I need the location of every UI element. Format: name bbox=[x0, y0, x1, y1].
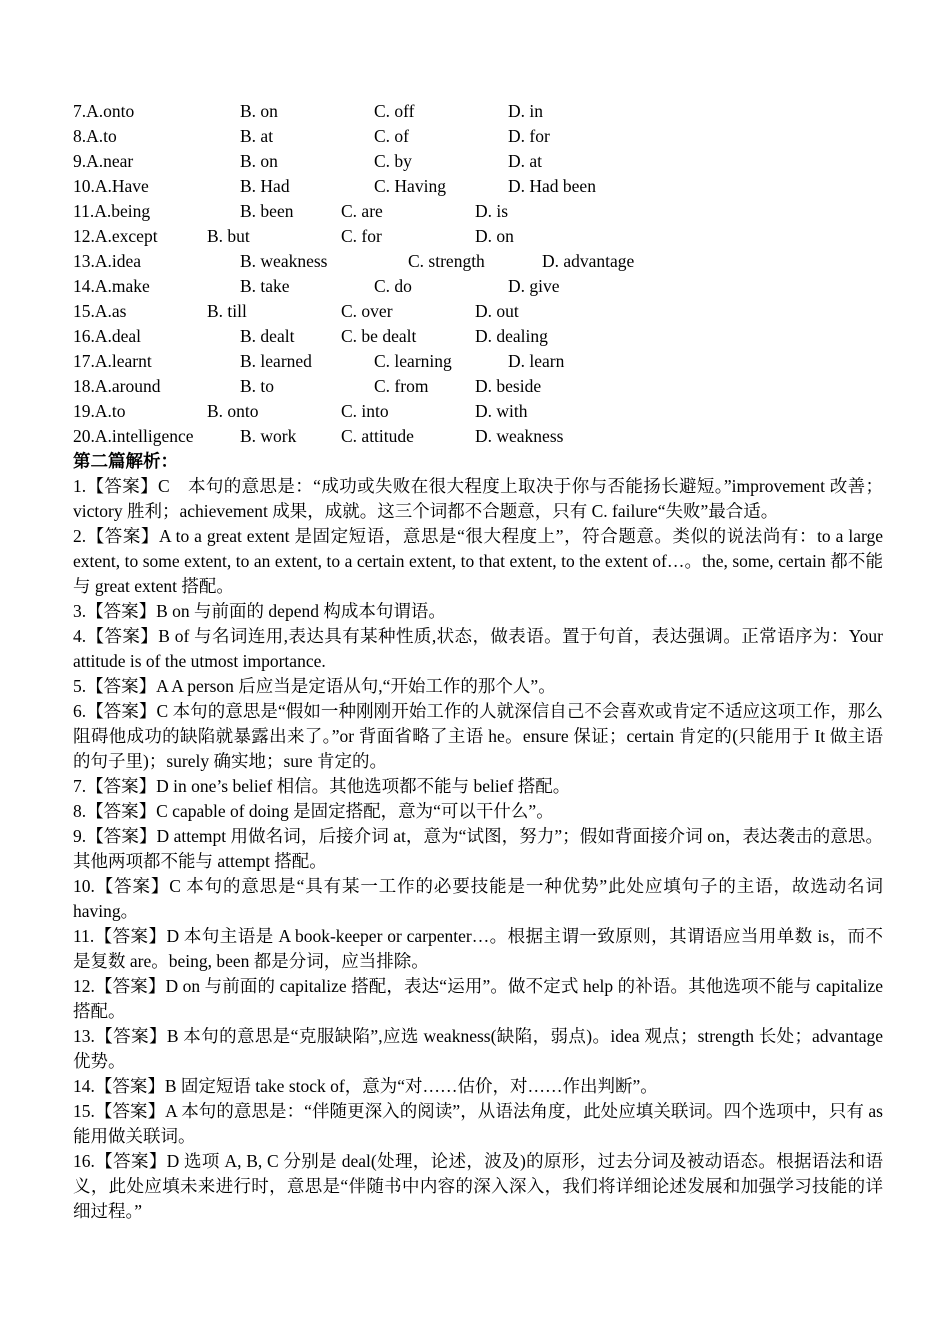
answer-options-list bbox=[73, 99, 883, 449]
option-d: D. dealing bbox=[475, 326, 548, 346]
option-a: 18.A.around bbox=[73, 376, 161, 396]
option-a: 9.A.near bbox=[73, 151, 134, 171]
option-a: 13.A.idea bbox=[73, 251, 142, 271]
option-d: D. in bbox=[508, 101, 543, 121]
option-a: 10.A.Have bbox=[73, 176, 149, 196]
option-a: 19.A.to bbox=[73, 401, 126, 421]
option-b: B. been bbox=[240, 201, 294, 221]
option-c: C. into bbox=[341, 401, 389, 421]
section-heading: 第二篇解析： bbox=[73, 451, 178, 471]
explanation-paragraph: 15.【答案】A 本句的意思是：“伴随更深入的阅读”，从语法角度，此处应填关联词。四个选项中，只有 as 能用做关联词。 bbox=[73, 1101, 883, 1146]
option-a: 17.A.learnt bbox=[73, 351, 152, 371]
option-b: B. onto bbox=[207, 401, 259, 421]
option-d: D. learn bbox=[508, 351, 565, 371]
option-a: 12.A.except bbox=[73, 226, 158, 246]
option-row bbox=[73, 124, 883, 149]
option-d: D. Had been bbox=[508, 176, 596, 196]
option-c: C. by bbox=[374, 151, 412, 171]
option-a: 8.A.to bbox=[73, 126, 117, 146]
option-row bbox=[73, 149, 883, 174]
option-c: C. over bbox=[341, 301, 393, 321]
option-c: C. do bbox=[374, 276, 412, 296]
explanation-paragraph: 12.【答案】D on 与前面的 capitalize 搭配，表达“运用”。做不定式 help 的补语。其他选项不能与 capitalize 搭配。 bbox=[73, 976, 883, 1021]
option-b: B. Had bbox=[240, 176, 290, 196]
option-b: B. dealt bbox=[240, 326, 295, 346]
option-row bbox=[73, 399, 883, 424]
option-b: B. on bbox=[240, 101, 278, 121]
option-d: D. out bbox=[475, 301, 519, 321]
option-b: B. till bbox=[207, 301, 247, 321]
explanation-paragraph: 3.【答案】B on 与前面的 depend 构成本句谓语。 bbox=[73, 601, 446, 621]
option-c: C. strength bbox=[408, 251, 485, 271]
option-b: B. weakness bbox=[240, 251, 328, 271]
option-a: 11.A.being bbox=[73, 201, 151, 221]
option-a: 14.A.make bbox=[73, 276, 150, 296]
document-page bbox=[73, 99, 883, 1224]
option-b: B. but bbox=[207, 226, 250, 246]
explanations-list bbox=[73, 474, 883, 1224]
explanation-paragraph: 10.【答案】C 本句的意思是“具有某一工作的必要技能是一种优势”此处应填句子的主语，故选动名词 having。 bbox=[73, 876, 883, 921]
option-b: B. at bbox=[240, 126, 274, 146]
explanation-paragraph: 9.【答案】D attempt 用做名词，后接介词 at，意为“试图，努力”；假如背面接介词 on，表达袭击的意思。其他两项都不能与 attempt 搭配。 bbox=[73, 826, 883, 871]
option-d: D. advantage bbox=[542, 251, 635, 271]
option-c: C. Having bbox=[374, 176, 446, 196]
option-c: C. learning bbox=[374, 351, 452, 371]
explanation-paragraph: 11.【答案】D 本句主语是 A book-keeper or carpenter…。根据主谓一致原则，其谓语应当用单数 is，而不是复数 are。being, been 都是分词，应当排除。 bbox=[73, 926, 883, 971]
option-row bbox=[73, 274, 883, 299]
option-d: D. weakness bbox=[475, 426, 564, 446]
explanation-paragraph: 16.【答案】D 选项 A, B, C 分别是 deal(处理，论述，波及)的原形，过去分词及被动语态。根据语法和语义，此处应填未来进行时，意思是“伴随书中内容的深入深入，我们将详细论述发展和加强学习技能的详细过程。” bbox=[73, 1151, 883, 1221]
option-c: C. be dealt bbox=[341, 326, 417, 346]
option-row bbox=[73, 374, 883, 399]
option-b: B. take bbox=[240, 276, 290, 296]
explanation-paragraph: 5.【答案】A A person 后应当是定语从句,“开始工作的那个人”。 bbox=[73, 676, 556, 696]
option-a: 16.A.deal bbox=[73, 326, 142, 346]
option-c: C. are bbox=[341, 201, 383, 221]
option-row bbox=[73, 324, 883, 349]
explanation-paragraph: 6.【答案】C 本句的意思是“假如一种刚刚开始工作的人就深信自己不会喜欢或肯定不适应这项工作，那么阻碍他成功的缺陷就暴露出来了。”or 背面省略了主语 he。ensure 保证；certain 肯定的(只能用于 It 做主语的句子里)；surely 确实地；sure 肯定的。 bbox=[73, 701, 883, 771]
option-row bbox=[73, 224, 883, 249]
option-d: D. give bbox=[508, 276, 560, 296]
option-row bbox=[73, 299, 883, 324]
explanation-paragraph: 7.【答案】D in one’s belief 相信。其他选项都不能与 belief 搭配。 bbox=[73, 776, 571, 796]
option-c: C. for bbox=[341, 226, 382, 246]
option-a: 7.A.onto bbox=[73, 101, 135, 121]
option-d: D. with bbox=[475, 401, 528, 421]
explanation-paragraph: 14.【答案】B 固定短语 take stock of，意为“对……估价，对……作出判断”。 bbox=[73, 1076, 658, 1096]
option-row bbox=[73, 99, 883, 124]
option-row bbox=[73, 349, 883, 374]
option-row bbox=[73, 199, 883, 224]
option-b: B. learned bbox=[240, 351, 312, 371]
option-row bbox=[73, 249, 883, 274]
option-d: D. beside bbox=[475, 376, 542, 396]
explanation-paragraph: 13.【答案】B 本句的意思是“克服缺陷”,应选 weakness(缺陷，弱点)。idea 观点；strength 长处；advantage 优势。 bbox=[73, 1026, 883, 1071]
option-c: C. from bbox=[374, 376, 429, 396]
option-row bbox=[73, 174, 883, 199]
explanation-paragraph: 2.【答案】A to a great extent 是固定短语，意思是“很大程度上”，符合题意。类似的说法尚有：to a large extent, to some extent, to an extent, to a certain extent, to that extent, to the extent of…。the, some, certain 都不能与 great extent 搭配。 bbox=[73, 526, 883, 596]
explanation-paragraph: 4.【答案】B of 与名词连用,表达具有某种性质,状态，做表语。置于句首，表达强调。正常语序为：Your attitude is of the utmost importance. bbox=[73, 626, 883, 671]
option-a: 20.A.intelligence bbox=[73, 426, 194, 446]
option-d: D. on bbox=[475, 226, 514, 246]
option-b: B. to bbox=[240, 376, 275, 396]
option-c: C. of bbox=[374, 126, 409, 146]
explanation-paragraph: 8.【答案】C capable of doing 是固定搭配，意为“可以干什么”。 bbox=[73, 801, 554, 821]
option-d: D. for bbox=[508, 126, 550, 146]
option-c: C. attitude bbox=[341, 426, 414, 446]
option-c: C. off bbox=[374, 101, 415, 121]
option-d: D. at bbox=[508, 151, 543, 171]
explanation-paragraph: 1.【答案】C 本句的意思是：“成功或失败在很大程度上取决于你与否能扬长避短。”improvement 改善；victory 胜利；achievement 成果，成就。这三个词都不合题意，只有 C. failure“失败”最合适。 bbox=[73, 476, 883, 521]
option-d: D. is bbox=[475, 201, 509, 221]
option-a: 15.A.as bbox=[73, 301, 127, 321]
option-b: B. on bbox=[240, 151, 278, 171]
option-b: B. work bbox=[240, 426, 297, 446]
option-row bbox=[73, 424, 883, 449]
